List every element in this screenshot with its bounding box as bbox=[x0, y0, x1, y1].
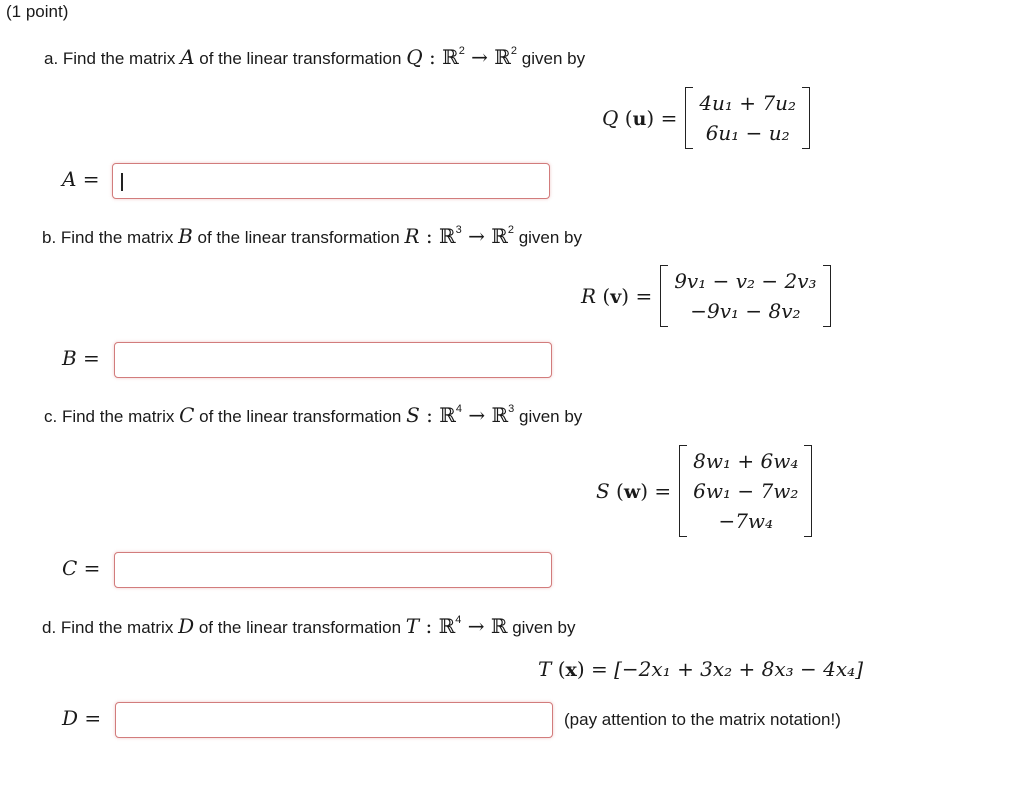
question-d: d. Find the matrix D of the linear transformation T : ℝ$^4$ → ℝ given by bbox=[42, 614, 576, 638]
question-d-map-name: T bbox=[405, 614, 420, 638]
question-b-matrix-name: B bbox=[178, 224, 193, 248]
text-caret bbox=[121, 173, 123, 191]
equation-b-var: v bbox=[610, 286, 622, 308]
notation-hint: (pay attention to the matrix notation!) bbox=[564, 710, 841, 729]
question-c-domain: ℝ bbox=[439, 403, 456, 427]
question-c-matrix-name: C bbox=[179, 403, 195, 427]
question-a-prefix: a. Find the matrix bbox=[44, 49, 176, 68]
question-b-mid: of the linear transformation bbox=[197, 228, 400, 247]
answer-a-label: A = bbox=[62, 167, 100, 191]
question-a-mid: of the linear transformation bbox=[199, 49, 402, 68]
equation-c: S (w) = 8w₁ + 6w₄ 6w₁ − 7w₂ −7w₄ bbox=[596, 445, 812, 537]
equation-a-func: Q bbox=[602, 106, 619, 130]
question-d-matrix-name: D bbox=[178, 614, 195, 638]
question-c-codomain: ℝ bbox=[491, 403, 509, 427]
equation-c-func: S bbox=[596, 479, 610, 503]
question-c-map-name: S bbox=[406, 403, 420, 427]
question-b-map-name: R bbox=[404, 224, 420, 248]
question-b-suffix: given by bbox=[518, 228, 583, 247]
equation-c-row-3: −7w₄ bbox=[718, 509, 774, 533]
question-d-domain: ℝ bbox=[438, 614, 456, 638]
question-d-mid: of the linear transformation bbox=[198, 618, 402, 637]
equation-d-func: T bbox=[538, 657, 552, 681]
question-a-codomain-exp: 2 bbox=[510, 45, 518, 58]
equation-a-vector bbox=[685, 87, 810, 149]
question-a-domain: ℝ bbox=[442, 45, 459, 69]
question-b: b. Find the matrix B of the linear transformation R : ℝ$^3$ → ℝ$^2$ given by bbox=[42, 224, 583, 248]
question-b-prefix: b. Find the matrix bbox=[42, 228, 174, 247]
equation-b-vector bbox=[660, 265, 830, 327]
equation-d-row: [−2x₁ + 3x₂ + 8x₃ − 4x₄] bbox=[614, 657, 863, 681]
question-a: a. Find the matrix A of the linear transformation Q : ℝ$^2$ → ℝ$^2$ given by bbox=[44, 45, 586, 69]
equation-b-row-1: 9v₁ − v₂ − 2v₃ bbox=[674, 269, 817, 293]
question-c-prefix: c. Find the matrix bbox=[44, 407, 175, 426]
answer-d-label: D = bbox=[62, 706, 102, 730]
question-c-suffix: given by bbox=[518, 407, 583, 426]
question-c-mid: of the linear transformation bbox=[199, 407, 402, 426]
answer-b-input[interactable] bbox=[114, 342, 552, 378]
question-b-codomain: ℝ bbox=[491, 224, 508, 248]
question-c: c. Find the matrix C of the linear transformation S : ℝ$^4$ → ℝ$^3$ given by bbox=[44, 403, 583, 427]
question-c-domain-exp: 4 bbox=[455, 403, 463, 416]
question-c-codomain-exp: 3 bbox=[508, 403, 515, 416]
equation-d: T (x) = [−2x₁ + 3x₂ + 8x₃ − 4x₄] bbox=[538, 657, 863, 681]
equation-c-var: w bbox=[623, 481, 641, 503]
equation-c-vector bbox=[679, 445, 812, 537]
equation-b-row-2: −9v₁ − 8v₂ bbox=[690, 299, 801, 323]
answer-b-label: B = bbox=[62, 346, 100, 370]
answer-d-input[interactable] bbox=[115, 702, 553, 738]
question-b-domain: ℝ bbox=[438, 224, 456, 248]
question-b-codomain-exp: 2 bbox=[507, 224, 514, 237]
question-a-map-name: Q bbox=[406, 45, 423, 69]
question-d-domain-exp: 4 bbox=[455, 614, 462, 627]
question-b-domain-exp: 3 bbox=[455, 224, 462, 237]
equation-b: R (v) = 9v₁ − v₂ − 2v₃ −9v₁ − 8v₂ bbox=[581, 265, 831, 327]
question-a-suffix: given by bbox=[521, 49, 586, 68]
question-a-matrix-name: A bbox=[180, 45, 195, 69]
answer-c-input[interactable] bbox=[114, 552, 552, 588]
equation-a-row-1: 4u₁ + 7u₂ bbox=[699, 91, 797, 115]
equation-a-var: u bbox=[632, 108, 647, 130]
question-a-domain-exp: 2 bbox=[458, 45, 465, 58]
equation-a-row-2: 6u₁ − u₂ bbox=[705, 121, 790, 145]
point-value: (1 point) bbox=[6, 2, 69, 21]
equation-b-func: R bbox=[581, 284, 597, 308]
answer-a-input[interactable] bbox=[112, 163, 550, 199]
equation-d-var: x bbox=[565, 659, 577, 681]
question-d-suffix: given by bbox=[512, 618, 576, 637]
answer-c-label: C = bbox=[62, 556, 101, 580]
equation-a: Q (u) = 4u₁ + 7u₂ 6u₁ − u₂ bbox=[602, 87, 810, 149]
question-a-codomain: ℝ bbox=[494, 45, 511, 69]
question-d-prefix: d. Find the matrix bbox=[42, 618, 174, 637]
equation-c-row-2: 6w₁ − 7w₂ bbox=[693, 479, 799, 503]
equation-c-row-1: 8w₁ + 6w₄ bbox=[693, 449, 799, 473]
question-d-codomain: ℝ bbox=[490, 614, 508, 638]
